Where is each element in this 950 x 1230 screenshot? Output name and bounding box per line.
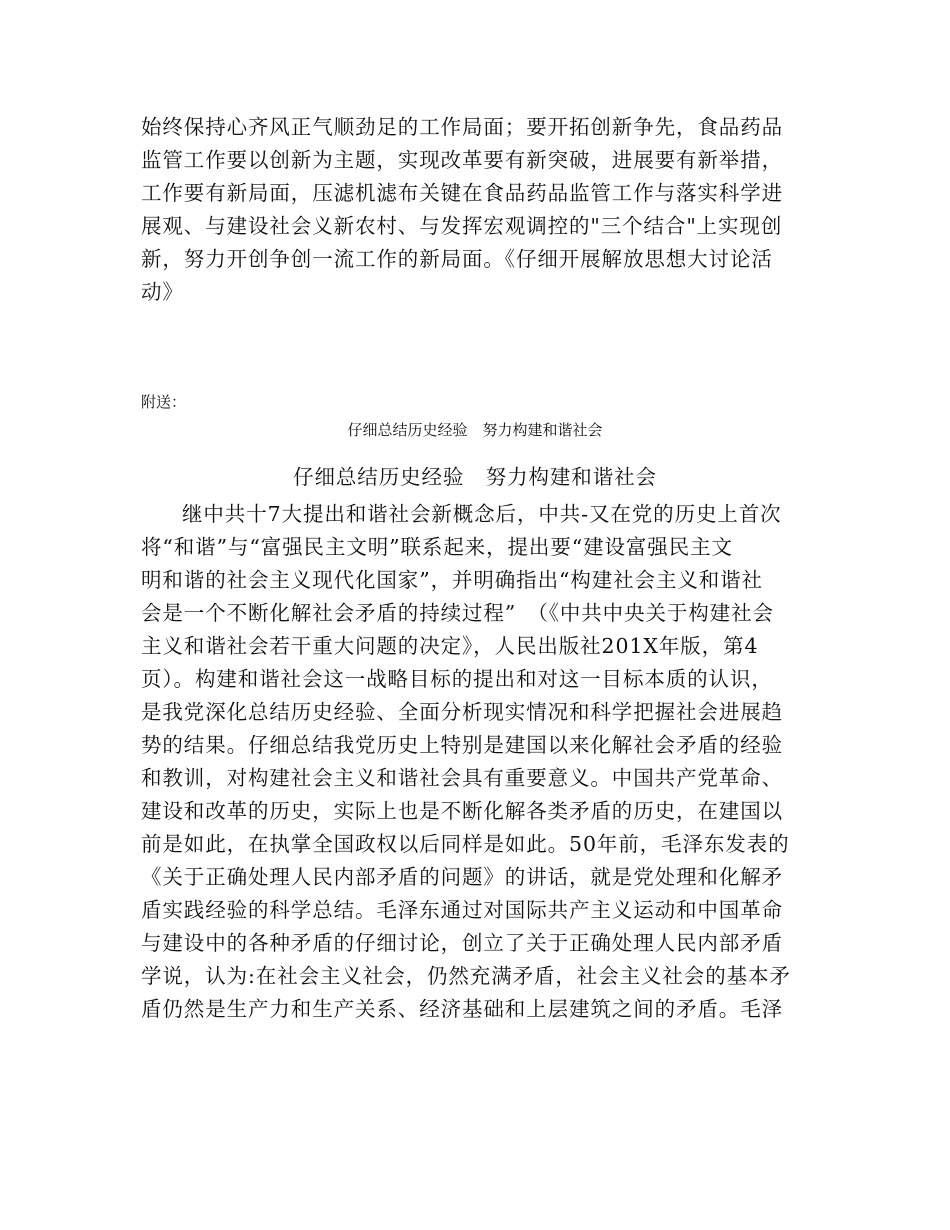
top-paragraph [141,111,821,309]
text-line: 盾实践经验的科学总结。毛泽东通过对国际共产主义运动和中国革命 [141,898,783,922]
text-line: 展观、与建设社会义新农村、与发挥宏观调控的"三个结合"上实现创 [141,214,783,238]
attachment-label: 附送： [141,393,187,411]
text-line: 是我党深化总结历史经验、全面分析现实情况和科学把握社会进展趋 [141,700,783,724]
text-line: 新，努力开创争创一流工作的新局面。《仔细开展解放思想大讨论活 [141,247,773,271]
text-line: 继中共十7大提出和谐社会新概念后，中共-又在党的历史上首次 [182,502,782,526]
attachment-title: 仔细总结历史经验 努力构建和谐社会 [347,421,603,439]
text-line: 学说，认为:在社会主义社会，仍然充满矛盾，社会主义社会的基本矛 [141,964,791,988]
text-line: 会是一个不断化解社会矛盾的持续过程” （《中共中央关于构建社会 [141,601,774,625]
text-line: 明和谐的社会主义现代化国家”，并明确指出“构建社会主义和谐社 [141,568,763,592]
text-line: 将“和谐”与“富强民主文明”联系起来，提出要“建设富强民主文 [141,535,733,559]
text-line: 始终保持心齐风正气顺劲足的工作局面；要开拓创新争先，食品药品 [141,115,783,139]
body-paragraph [141,498,821,1026]
text-line: 《关于正确处理人民内部矛盾的问题》的讲话，就是党处理和化解矛 [141,865,783,889]
text-line: 监管工作要以创新为主题，实现改革要有新突破，进展要有新举措， [141,148,783,172]
text-line: 主义和谐社会若干重大问题的决定》，人民出版社201X年版，第4 [141,634,759,658]
article-title: 仔细总结历史经验 努力构建和谐社会 [293,465,657,489]
text-line: 势的结果。仔细总结我党历史上特别是建国以来化解社会矛盾的经验 [141,733,783,757]
text-line: 建设和改革的历史，实际上也是不断化解各类矛盾的历史，在建国以 [141,799,783,823]
text-line: 盾仍然是生产力和生产关系、经济基础和上层建筑之间的矛盾。毛泽 [141,997,783,1021]
text-line: 前是如此，在执掌全国政权以后同样是如此。50年前，毛泽东发表的 [141,832,790,856]
text-line: 与建设中的各种矛盾的仔细讨论，创立了关于正确处理人民内部矛盾 [141,931,783,955]
text-line: 页）。构建和谐社会这一战略目标的提出和对这一目标本质的认识， [141,667,773,691]
text-line: 和教训，对构建社会主义和谐社会具有重要意义。中国共产党革命、 [141,766,783,790]
text-line: 工作要有新局面，压滤机滤布关键在食品药品监管工作与落实科学进 [141,181,783,205]
text-line: 动》 [141,280,184,304]
